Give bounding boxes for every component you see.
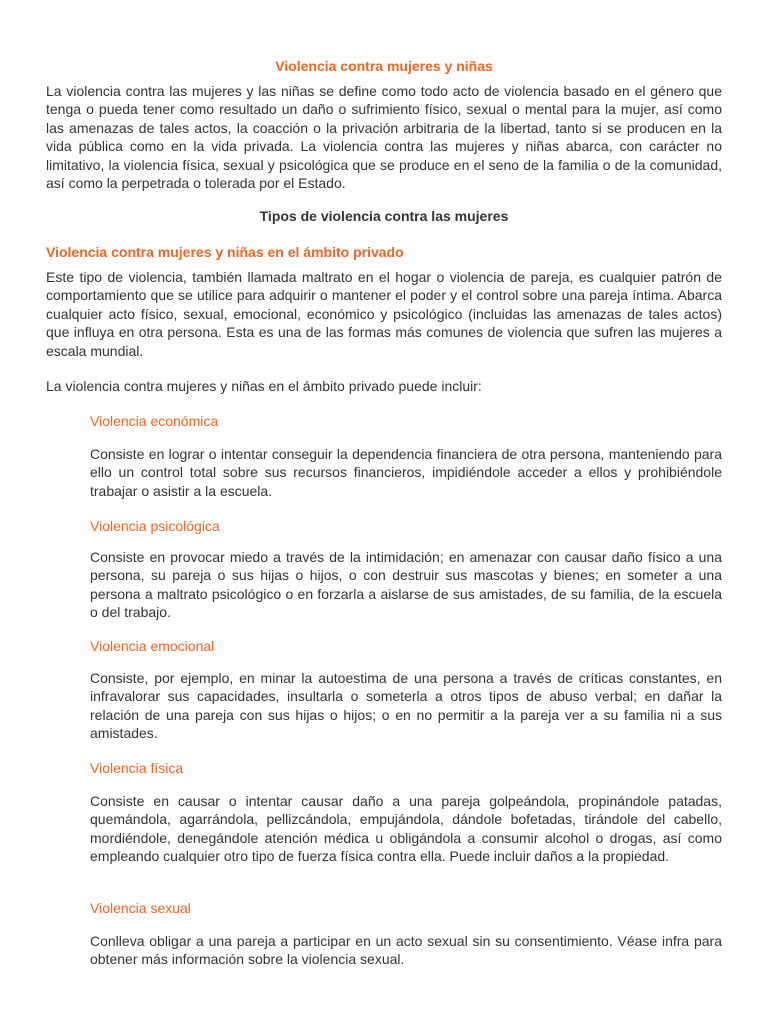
economic-violence-heading: Violencia económica bbox=[90, 413, 219, 429]
physical-violence-heading: Violencia física bbox=[90, 760, 184, 776]
economic-violence-text: Consiste en lograr o intentar conseguir la dependencia financiera de otra persona, manteniendo para ello un control total sobre sus recursos financieros, impidiéndole acceder a ellos y prohibiéndole trabajar o asistir a la escuela. bbox=[90, 446, 722, 499]
private-violence-paragraph: Este tipo de violencia, también llamada maltrato en el hogar o violencia de pareja, es cualquier patrón de comportamiento que se utilice para adquirir o mantener el poder y el control sobre una pareja íntima. Abarca cualquier acto físico, sexual, emocional, económico y psicológico (incluidas las amenazas de tales actos) que influya en otra persona. Esta es una de las formas más comunes de violencia que sufren las mujeres a escala mundial. bbox=[46, 269, 722, 359]
emotional-violence-text: Consiste, por ejemplo, en minar la autoestima de una persona a través de críticas constantes, en infravalorar sus capacidades, insultarla o someterla a otros tipos de abuso verbal; en dañar la relación de una pareja con sus hijas o hijos; o en no permitir a la pareja ver a su familia ni a sus amistades. bbox=[90, 670, 722, 742]
intro-paragraph: La violencia contra las mujeres y las niñas se define como todo acto de violencia basado en el género que tenga o pueda tener como resultado un daño o sufrimiento físico, sexual o mental para la mujer, así como las amenazas de tales actos, la coacción o la privación arbitraria de la libertad, tanto si se producen en la vida pública como en la vida privada. La violencia contra las mujeres y niñas abarca, con carácter no limitativo, la violencia física, sexual y psicológica que se produce en el seno de la familia o de la comunidad, así como la perpetrada o tolerada por el Estado. bbox=[46, 83, 722, 192]
emotional-violence-heading: Violencia emocional bbox=[90, 638, 215, 654]
section-title: Tipos de violencia contra las mujeres bbox=[259, 208, 509, 224]
psychological-violence-heading: Violencia psicológica bbox=[90, 518, 220, 534]
private-list-intro: La violencia contra mujeres y niñas en el ámbito privado puede incluir: bbox=[46, 378, 482, 394]
sexual-violence-heading: Violencia sexual bbox=[90, 900, 191, 916]
sexual-violence-text: Conlleva obligar a una pareja a participar en un acto sexual sin su consentimiento. Véase infra para obtener más información sobre la violencia sexual. bbox=[90, 933, 722, 968]
psychological-violence-text: Consiste en provocar miedo a través de la intimidación; en amenazar con causar daño físico a una persona, su pareja o sus hijas o hijos, o con destruir sus mascotas y bienes; en someter a una persona a maltrato psicológico o en forzarla a aislarse de sus amistades, de su familia, de la escuela o del trabajo. bbox=[90, 549, 722, 621]
document-title: Violencia contra mujeres y niñas bbox=[275, 58, 493, 74]
private-violence-heading: Violencia contra mujeres y niñas en el ámbito privado bbox=[46, 244, 404, 260]
physical-violence-text: Consiste en causar o intentar causar daño a una pareja golpeándola, propinándole patadas, quemándola, agarrándola, pellizcándola, empujándola, dándole bofetadas, tirándole del cabello, mordiéndole, denegándole atención médica u obligándola a consumir alcohol o drogas, así como empleando cualquier otro tipo de fuerza física contra ella. Puede incluir daños a la propiedad. bbox=[90, 793, 722, 865]
